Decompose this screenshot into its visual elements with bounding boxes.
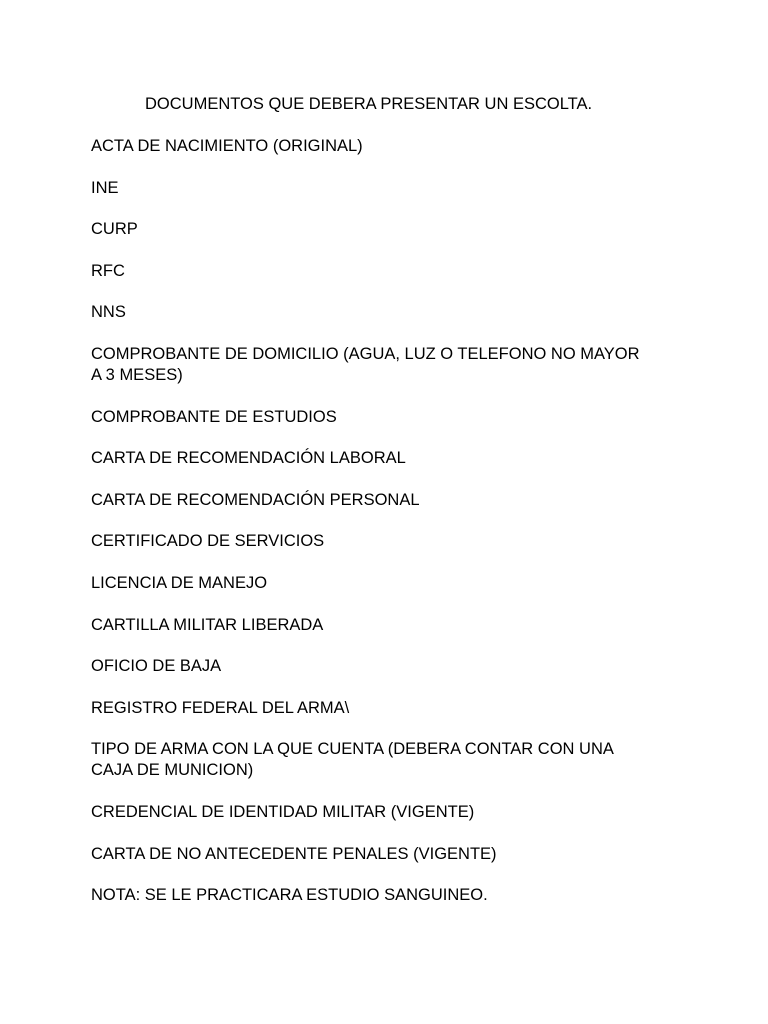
document-list-item-line: INE (91, 178, 119, 197)
document-list-item (91, 302, 691, 323)
document-list-item (91, 802, 691, 823)
document-list-item-line: A 3 MESES) (91, 365, 183, 384)
document-list-item-line: REGISTRO FEDERAL DEL ARMA\ (91, 698, 350, 717)
document-list-item (91, 531, 691, 552)
document-list-item (91, 739, 691, 781)
document-list-item-line: CURP (91, 220, 138, 239)
document-list-item (91, 490, 691, 511)
document-list-item (91, 178, 691, 199)
document-list-item-line: NOTA: SE LE PRACTICARA ESTUDIO SANGUINEO. (91, 886, 488, 905)
document-list-item (91, 219, 691, 240)
document-list-item-line: CERTIFICADO DE SERVICIOS (91, 532, 325, 551)
document-list-item (91, 261, 691, 282)
document-list-item-line: CREDENCIAL DE IDENTIDAD MILITAR (VIGENTE) (91, 802, 475, 821)
document-list-item-line: TIPO DE ARMA CON LA QUE CUENTA (DEBERA CONTAR CON UNA (91, 740, 614, 759)
document-list-item (91, 844, 691, 865)
document-list-item (91, 407, 691, 428)
document-list-item-line: CARTA DE RECOMENDACIÓN PERSONAL (91, 490, 420, 509)
document-list-item-line: COMPROBANTE DE DOMICILIO (AGUA, LUZ O TELEFONO NO MAYOR (91, 344, 640, 363)
document-list-item-line: ACTA DE NACIMIENTO (ORIGINAL) (91, 137, 363, 155)
document-list-item (91, 698, 691, 719)
document-list-item-line: RFC (91, 261, 125, 280)
document-list-item-line: LICENCIA DE MANEJO (91, 573, 268, 592)
document-list (91, 136, 691, 927)
document-list-item-line: CARTA DE NO ANTECEDENTE PENALES (VIGENTE) (91, 844, 497, 863)
document-list-item (91, 573, 691, 594)
document-list-item-line: NNS (91, 303, 126, 322)
document-list-item (91, 615, 691, 636)
document-list-item-line: OFICIO DE BAJA (91, 657, 222, 676)
document-list-item-line: CARTA DE RECOMENDACIÓN LABORAL (91, 449, 406, 468)
document-list-item (91, 885, 691, 906)
document-list-item (91, 448, 691, 469)
document-list-item (91, 344, 691, 386)
document-title: DOCUMENTOS QUE DEBERA PRESENTAR UN ESCOLTA. (145, 95, 593, 113)
document-list-item-line: COMPROBANTE DE ESTUDIOS (91, 407, 337, 426)
document-list-item-line: CAJA DE MUNICION) (91, 761, 254, 780)
document-list-item (91, 136, 691, 157)
document-list-item-line: CARTILLA MILITAR LIBERADA (91, 615, 324, 634)
document-list-item (91, 656, 691, 677)
